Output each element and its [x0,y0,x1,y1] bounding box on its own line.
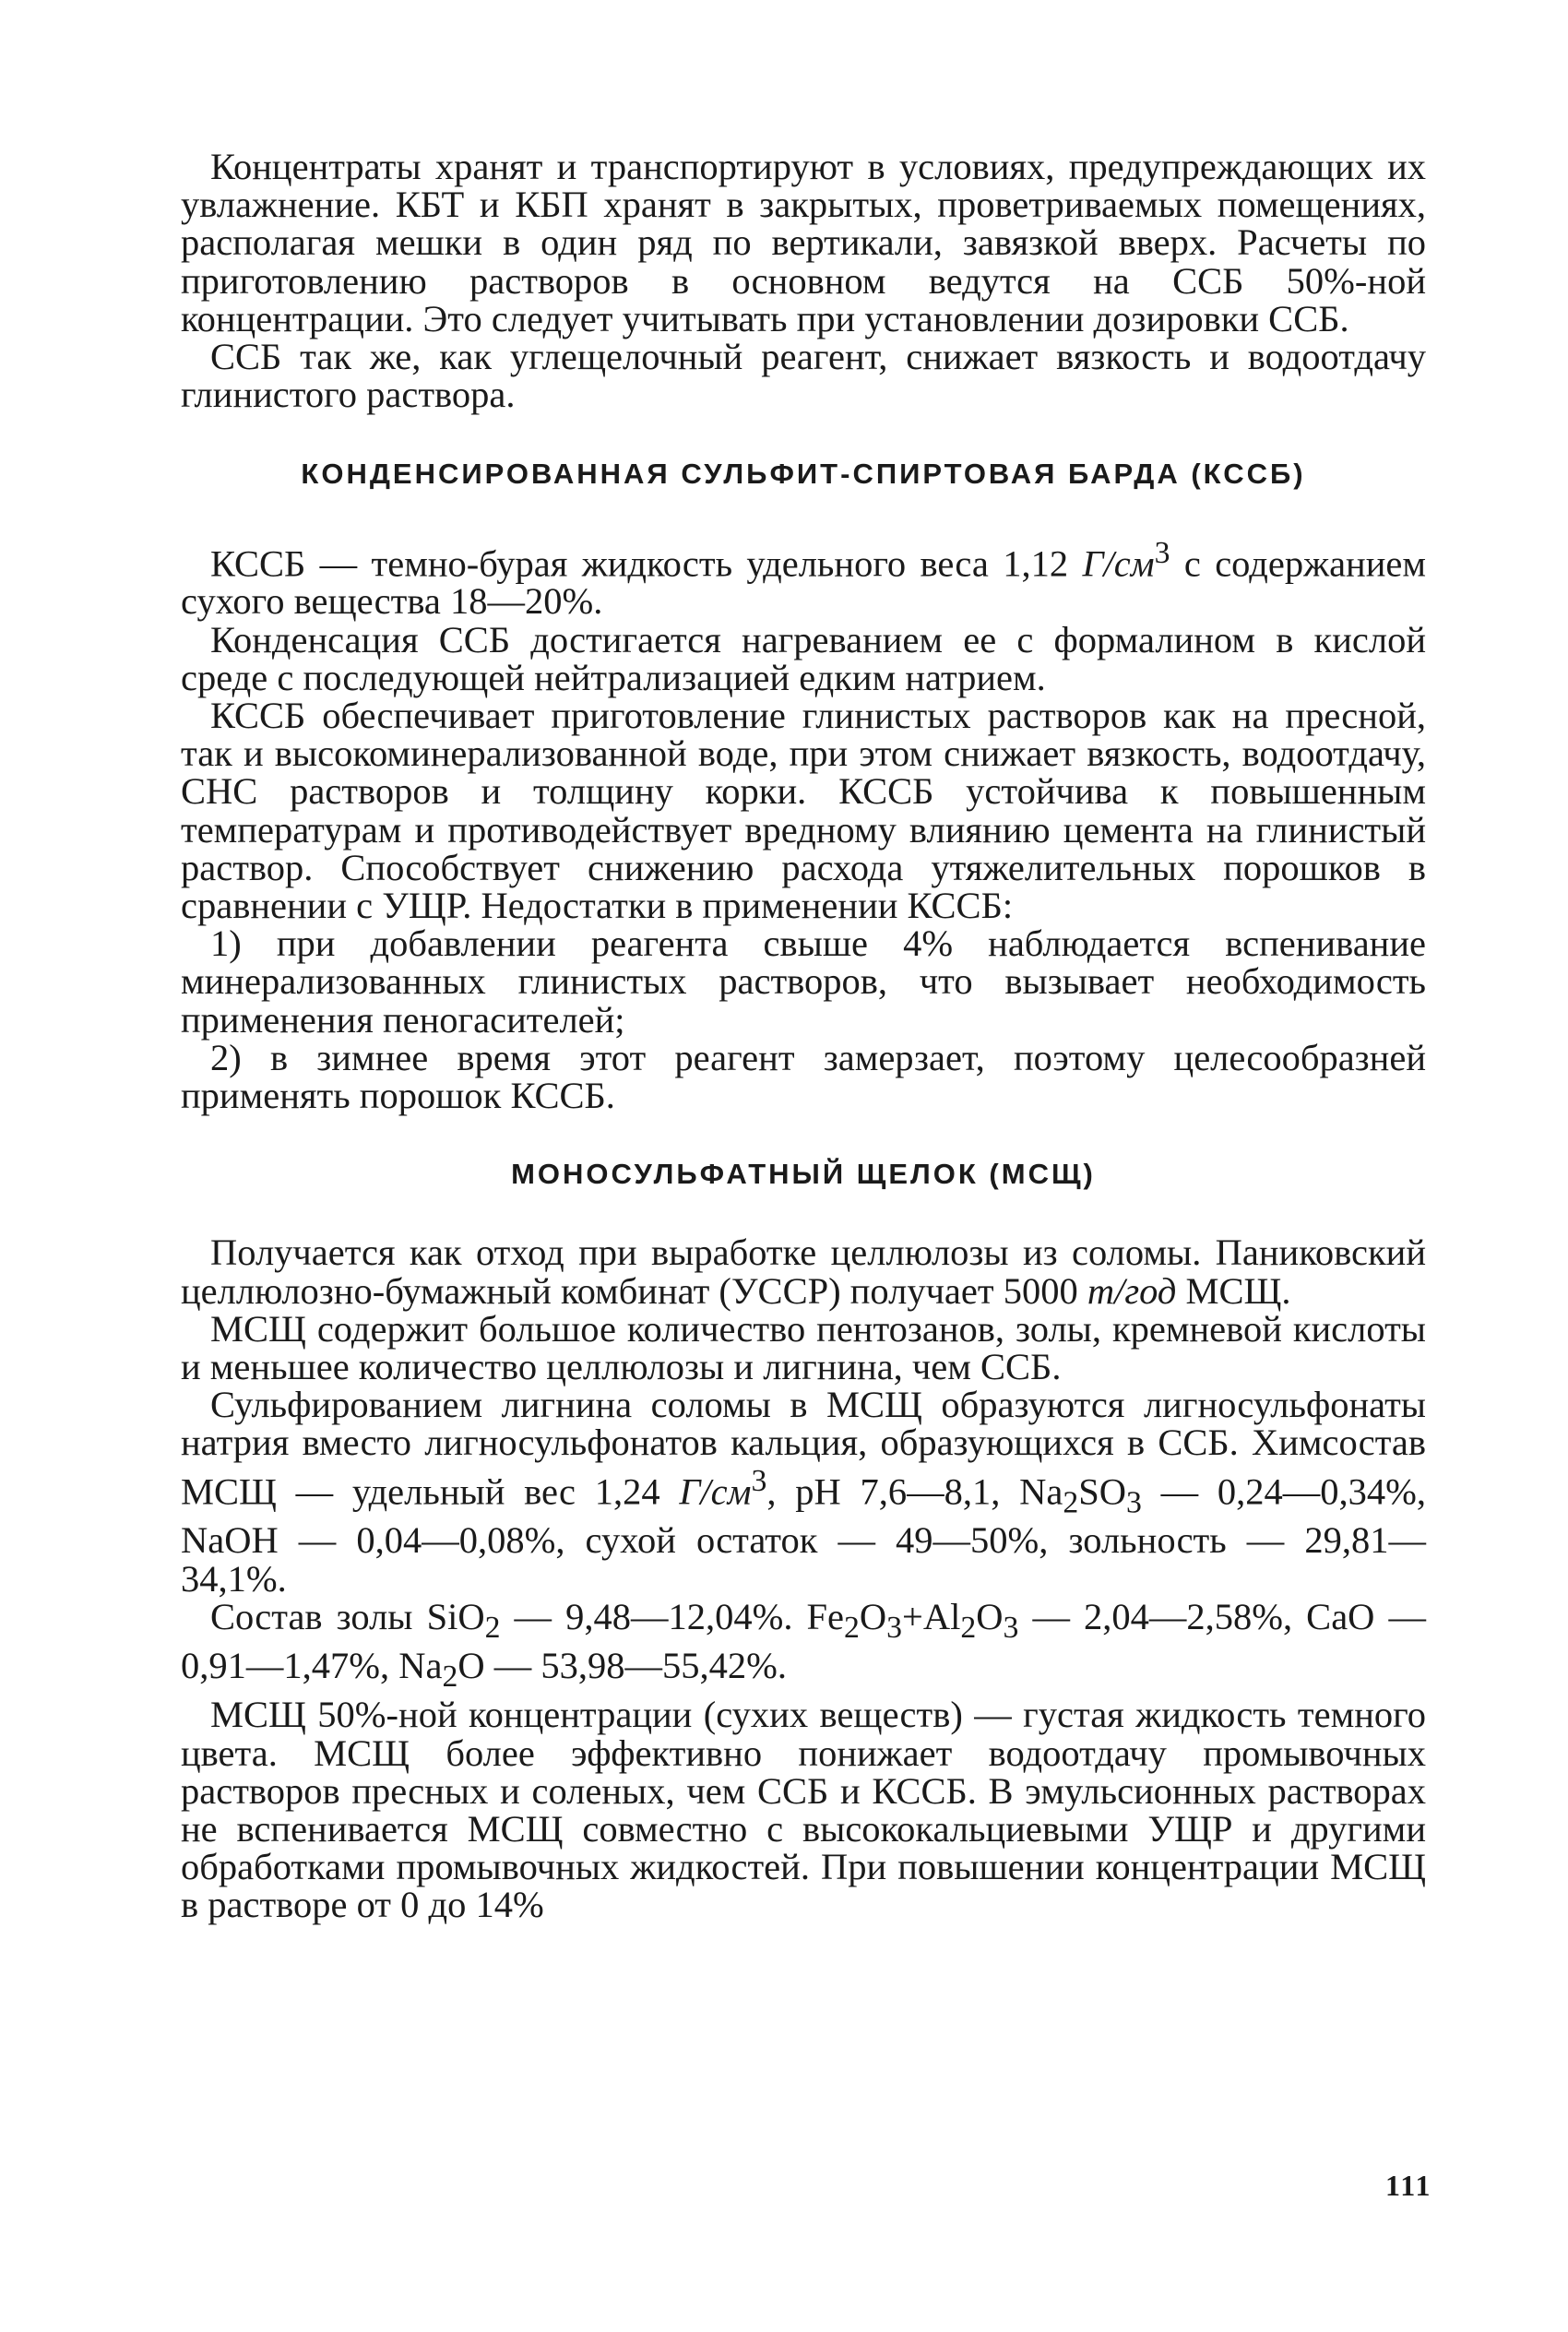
paragraph-kssb-properties: КССБ обеспечивает приготовление глинистых растворов как на пресной, так и высокоминерализованной воде, при этом снижает вязкость, водоотдачу, СНС растворов и толщину корки. КССБ устойчива к повышенным температурам и противодействует вредному влиянию цемента на глинистый раствор. Способствует снижению расхода утяжелительных порошков в сравнении с УЩР. Недостатки в применении КССБ: [181,694,1426,926]
text-column [181,148,1426,1924]
paragraph-mssh-chemistry: Сульфированием лигнина соломы в МСЩ образуются лигносульфонаты натрия вместо лигносульфонатов кальция, образующихся в ССБ. Химсостав МСЩ — удельный вес 1,24 $Г/см^3$, рН 7,6—8,1, $Na_2SO_3$ — 0,24—0,34%, NaOH — 0,04—0,08%, сухой остаток — 49—50%, зольность — 29,81—34,1%. [181,1384,1426,1600]
paragraph-storage: Концентраты хранят и транспортируют в условиях, предупреждающих их увлажнение. КБТ и КБП хранят в закрытых, проветриваемых помещениях, располагая мешки в один ряд по вертикали, завязкой вверх. Расчеты по приготовлению растворов в основном ведутся на ССБ 50%-ной концентрации. Это следует учитывать при установлении дозировки ССБ. [181,146,1426,339]
list-item-freezing: 2) в зимнее время этот реагент замерзает, поэтому целесообразней применять порошок КССБ. [181,1036,1426,1116]
list-item-foaming: 1) при добавлении реагента свыше 4% наблюдается вспенивание минерализованных глинистых растворов, что вызывает необходимость применения пеногасителей; [181,922,1426,1041]
paragraph-ash-composition: Состав золы SiO$_2$ — 9,48—12,04%. $Fe_2O_3+Al_2O_3$ — 2,04—2,58%, CaO — 0,91—1,47%, $Na_2O$ — 53,98—55,42%. [181,1595,1426,1695]
section-heading-kssb: КОНДЕНСИРОВАННАЯ СУЛЬФИТ-СПИРТОВАЯ БАРДА (КССБ) [301,458,1306,491]
section-heading-mssh: МОНОСУЛЬФАТНЫЙ ЩЕЛОК (МСЩ) [511,1158,1096,1191]
paragraph-mssh-origin: Получается как отход при выработке целлюлозы из соломы. Паниковский целлюлозно-бумажный комбинат (УССР) получает 5000 т/год МСЩ. [181,1231,1426,1312]
paragraph-mssh-effectiveness: МСЩ 50%-ной концентрации (сухих веществ) — густая жидкость темного цвета. МСЩ более эффективно понижает водоотдачу промывочных растворов пресных и соленых, чем ССБ и КССБ. В эмульсионных растворах не вспенивается МСЩ совместно с высококальциевыми УЩР и другими обработками промывочных жидкостей. При повышении концентрации МСЩ в растворе от 0 до 14% [181,1694,1426,1926]
paragraph-ssb-effect: ССБ так же, как углещелочный реагент, снижает вязкость и водоотдачу глинистого раствора. [181,336,1426,416]
paragraph-kssb-description: КССБ — темно-бурая жидкость удельного веса 1,12 $Г/см^3$ с содержанием сухого вещества 18—20%. [181,535,1427,623]
paragraph-mssh-content: МСЩ содержит большое количество пентозанов, золы, кремневой кислоты и меньшее количество целлюлозы и лигнина, чем ССБ. [181,1307,1426,1387]
paragraph-kssb-condensation: Конденсация ССБ достигается нагреванием ее с формалином в кислой среде с последующей нейтрализацией едким натрием. [181,618,1426,698]
page-number: 111 [1385,2169,1432,2202]
